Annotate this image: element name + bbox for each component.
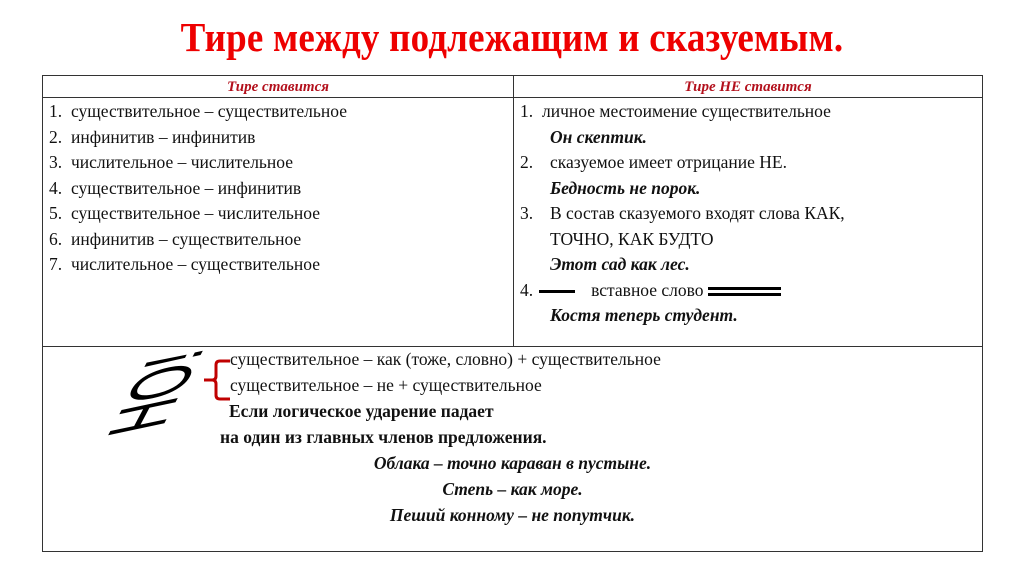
item-number: 4.: [520, 279, 534, 300]
subject-underline-icon: [539, 290, 575, 293]
example-text: Степь – как море.: [442, 479, 583, 499]
item-number: 2.: [520, 152, 534, 172]
list-item: [520, 150, 845, 176]
condition-text: Если логическое ударение падает: [229, 401, 494, 421]
item-number: 7.: [49, 254, 63, 274]
item-continuation: ТОЧНО, КАК БУДТО: [550, 228, 714, 249]
example-text: Пеший конному – не попутчик.: [389, 505, 636, 525]
example-text: Бедность не порок.: [550, 177, 701, 198]
list-item: [49, 227, 347, 253]
item-number: 3.: [49, 152, 63, 172]
list-item: [520, 99, 845, 125]
dash-used-list: [49, 99, 347, 278]
item-text: существительное – существительное: [71, 101, 347, 121]
item-number: 4.: [49, 177, 63, 198]
item-number: 5.: [49, 203, 63, 223]
exception-rule: существительное – как (тоже, словно) + существительное: [230, 349, 661, 369]
column-header-dash-used: Тире ставится: [227, 79, 329, 95]
item-text: В состав сказуемого входят слова КАК,: [550, 203, 845, 223]
list-item: [49, 125, 347, 151]
page-title: Тире между подлежащим и сказуемым.: [180, 15, 844, 62]
example-text: Облака – точно караван в пустыне.: [373, 453, 652, 473]
item-text: сказуемое имеет отрицание НЕ.: [550, 152, 787, 172]
item-text: вставное слово: [591, 279, 704, 300]
item-text: личное местоимение существительное: [542, 101, 831, 121]
column-header-dash-not-used: Тире НЕ ставится: [684, 79, 812, 95]
list-item: [49, 99, 347, 125]
example-text: Этот сад как лес.: [550, 254, 690, 274]
predicate-underline-icon: [708, 287, 781, 296]
column-divider: [513, 76, 514, 347]
item-text: инфинитив – существительное: [71, 228, 302, 249]
item-text: существительное – числительное: [71, 203, 320, 223]
item-number: 1.: [49, 101, 63, 121]
example-text: Он скептик.: [550, 126, 647, 147]
item-text: инфинитив – инфинитив: [71, 126, 256, 147]
item-number: 2.: [49, 126, 63, 147]
rules-table: [42, 75, 983, 552]
item-number: 1.: [520, 101, 534, 121]
list-item: [49, 252, 347, 278]
item-text: числительное – существительное: [71, 254, 320, 274]
item-number: 3.: [520, 203, 534, 223]
example-text: Костя теперь студент.: [550, 305, 738, 325]
exception-rule: существительное – не + существительное: [230, 375, 542, 395]
item-text: числительное – числительное: [71, 152, 294, 172]
list-item: [49, 150, 347, 176]
item-text: существительное – инфинитив: [71, 177, 302, 198]
list-item: [520, 201, 845, 227]
item-number: 6.: [49, 228, 63, 249]
exception-section: [43, 342, 982, 551]
condition-text: на один из главных членов предложения.: [220, 427, 547, 447]
dash-not-used-list: [520, 99, 845, 329]
list-item: [520, 278, 845, 304]
list-item: [49, 176, 347, 202]
list-item: [49, 201, 347, 227]
exclamation-text: НО!: [88, 342, 223, 443]
curly-brace-icon: [203, 357, 233, 403]
